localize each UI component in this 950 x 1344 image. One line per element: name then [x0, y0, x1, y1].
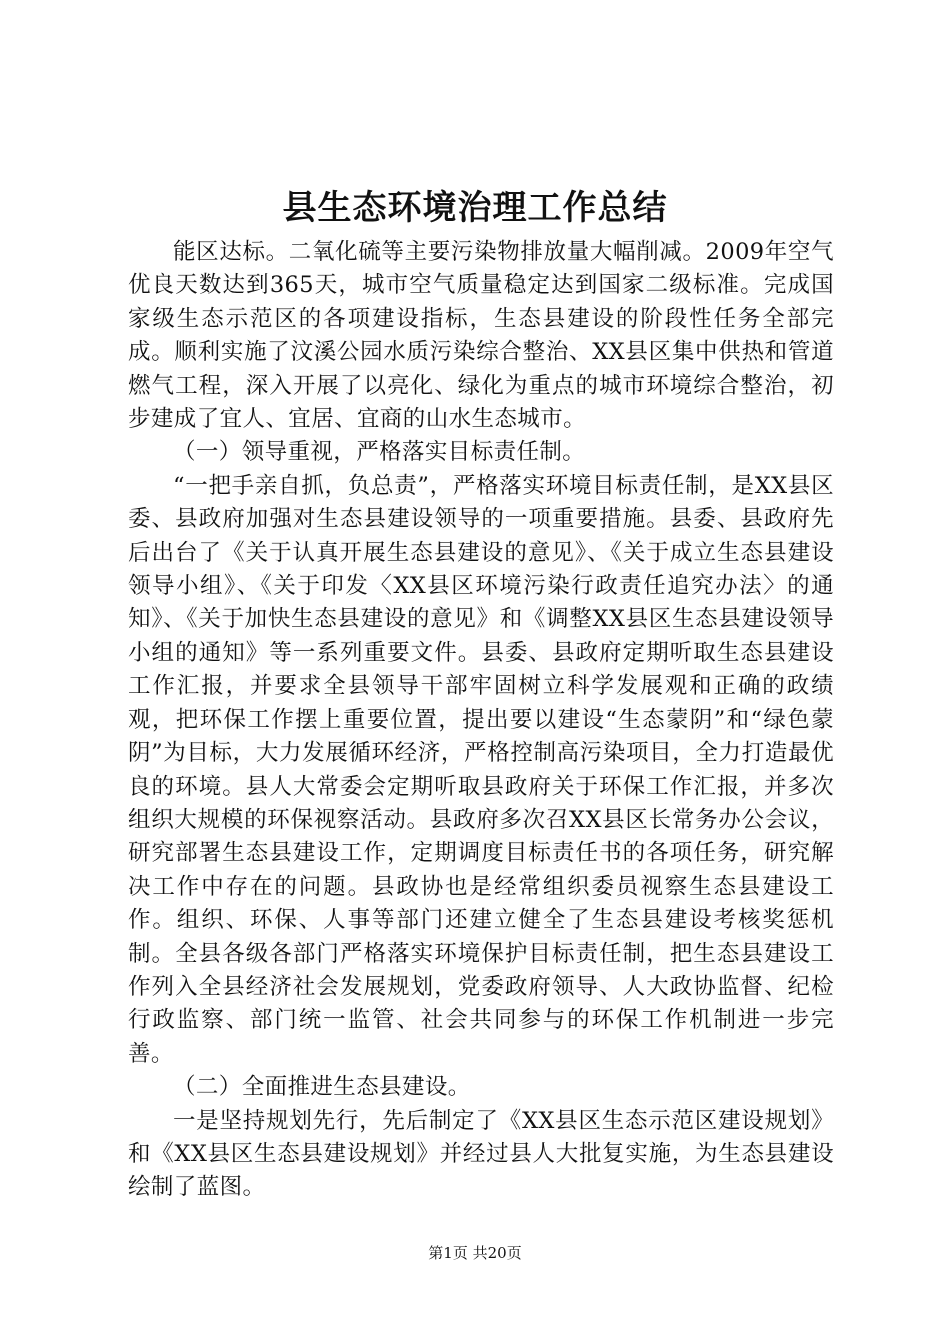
paragraph-planning: 一是坚持规划先行，先后制定了《XX县区生态示范区建设规划》和《XX县区生态县建设规划》并经过县人大批复实施，为生态县建设绘制了蓝图。 [128, 1107, 834, 1201]
paragraph-intro: 能区达标。二氧化硫等主要污染物排放量大幅削减。2009年空气优良天数达到365天，城市空气质量稳定达到国家二级标准。完成国家级生态示范区的各项建设指标，生态县建设的阶段性任务全部完成。顺利实施了汶溪公园水质污染综合整治、XX县区集中供热和管道燃气工程，深入开展了以亮化、绿化为重点的城市环境综合整治，初步建成了宜人、宜居、宜商的山水生态城市。 [128, 239, 834, 433]
section-heading-2: （二）全面推进生态县建设。 [173, 1074, 471, 1101]
document-title: 县生态环境治理工作总结 [282, 188, 668, 228]
paragraph-leadership: “一把手亲自抓，负总责”，严格落实环境目标责任制，是XX县区委、县政府加强对生态县建设领导的一项重要措施。县委、县政府先后出台了《关于认真开展生态县建设的意见》、《关于成立生态县建设领导小组》、《关于印发〈XX县区环境污染行政责任追究办法〉的通知》、《关于加快生态县建设的意见》和《调整XX县区生态县建设领导小组的通知》等一系列重要文件。县委、县政府定期听取生态县建设工作汇报，并要求全县领导干部牢固树立科学发展观和正确的政绩观，把环保工作摆上重要位置，提出要以建设“生态蒙阴”和“绿色蒙阴”为目标，大力发展循环经济，严格控制高污染项目，全力打造最优良的环境。县人大常委会定期听取县政府关于环保工作汇报，并多次组织大规模的环保视察活动。县政府多次召XX县区长常务办公会议，研究部署生态县建设工作，定期调度目标责任书的各项任务，研究解决工作中存在的问题。县政协也是经常组织委员视察生态县建设工作。组织、环保、人事等部门还建立健全了生态县建设考核奖惩机制。全县各级各部门严格落实环境保护目标责任制，把生态县建设工作列入全县经济社会发展规划，党委政府领导、人大政协监督、纪检行政监察、部门统一监管、社会共同参与的环保工作机制进一步完善。 [128, 472, 834, 1067]
document-body [128, 236, 834, 1205]
section-heading-1: （一）领导重视，严格落实目标责任制。 [173, 439, 586, 466]
page-footer: 第1页 共20页 [428, 1244, 522, 1262]
